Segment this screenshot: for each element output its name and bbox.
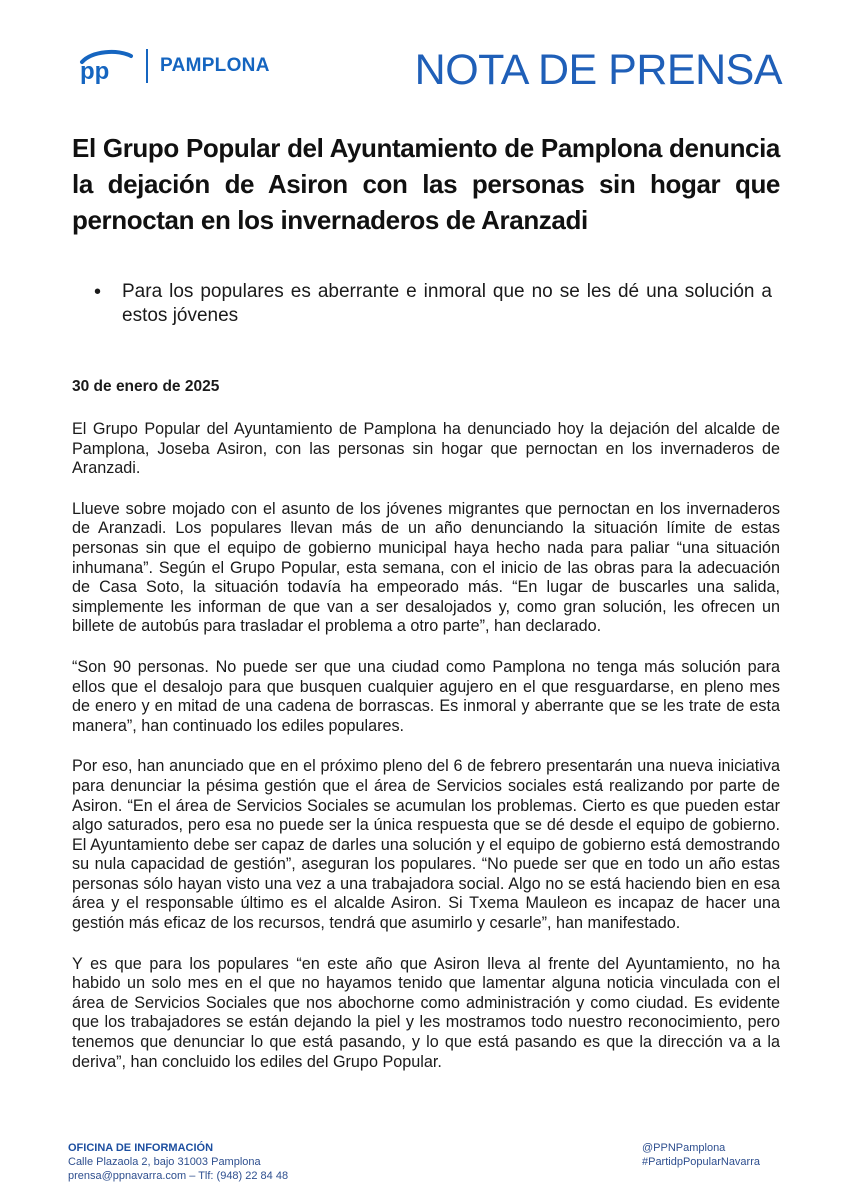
logo-city: PAMPLONA — [160, 55, 270, 76]
document-type-heading: NOTA DE PRENSA — [414, 46, 782, 94]
footer-office: OFICINA DE INFORMACIÓN — [68, 1142, 214, 1154]
footer-address: Calle Plazaola 2, bajo 31003 Pamplona — [68, 1156, 261, 1168]
paragraph: Y es que para los populares “en este año que Asiron lleva al frente del Ayuntamiento, no ha habido un solo mes en el que no hayamos tenido que lamentar alguna noticia vinculada con el área de Servicios Sociales que nos abochorne como administración y como ciudad. Es evidente que los trabajadores se están dejando la piel y les mostramos todo nuestro reconocimiento, pero tenemos que denunciar lo que está pasando, y lo que está pasando es que la dirección va a la deriva”, han concluido los ediles del Grupo Popular. — [72, 954, 780, 1071]
footer-twitter[interactable]: @PPNPamplona — [641, 1142, 726, 1154]
pp-logo-icon — [76, 48, 136, 84]
paragraph: “Son 90 personas. No puede ser que una ciudad como Pamplona no tenga más solución para ellos que el desalojo para que busquen cualquier agujero en el que resguardarse, en pleno mes de enero y en mitad de una cadena de borrascas. Es inmoral y aberrante que se les trate de esta manera”, han continuado los ediles populares. — [72, 657, 780, 735]
footer-hashtag[interactable]: #PartidpPopularNavarra — [641, 1156, 760, 1168]
footer-email-phone[interactable]: prensa@ppnavarra.com – Tlf: (948) 22 84 48 — [68, 1170, 289, 1182]
logo-divider — [146, 49, 148, 83]
summary-bullet: • Para los populares es aberrante e inmoral que no se les dé una solución a estos jóvenes — [94, 280, 772, 328]
paragraph: Por eso, han anunciado que en el próximo pleno del 6 de febrero presentarán una nueva iniciativa para denunciar la pésima gestión que el área de Servicios sociales está realizando por parte de Asiron. “En el área de Servicios Sociales se acumulan los problemas. Cierto es que pueden estar algo saturados, pero esa no puede ser la única respuesta que se dé desde el equipo de gobierno. El Ayuntamiento debe ser capaz de darles una solución y el equipo de gobierno está demostrando su nula capacidad de gestión”, aseguran los populares. “No puede ser que en todo un año estas personas sólo hayan visto una vez a una trabajadora social. Algo no se está haciendo bien en esa área y el responsable último es el alcalde Asiron. Si Txema Mauleon es incapaz de hacer una gestión más eficaz de los recursos, tendrá que asumirlo y cesarle”, han manifestado. — [72, 757, 780, 933]
logo-text: pp — [80, 58, 110, 84]
pp-logo — [76, 46, 270, 86]
body-text — [72, 420, 780, 1093]
release-date: 30 de enero de 2025 — [72, 378, 220, 395]
summary-bullets — [94, 280, 772, 328]
paragraph: Llueve sobre mojado con el asunto de los jóvenes migrantes que pernoctan en los invernaderos de Aranzadi. Los populares llevan más de un año denunciando la situación límite de estas personas sin que el equipo de gobierno municipal haya hecho nada para paliar “una situación inhumana”. Según el Grupo Popular, esta semana, con el inicio de las obras para la adecuación de Casa Soto, la situación todavía ha empeorado más. “En lugar de buscarles una salida, simplemente les informan de que van a ser desalojados y, como gran solución, les ofrecen un billete de autobús para trasladar el problema a otro parte”, han declarado. — [72, 499, 780, 636]
paragraph: El Grupo Popular del Ayuntamiento de Pamplona ha denunciado hoy la dejación del alcalde de Pamplona, Joseba Asiron, con las personas sin hogar que pernoctan en los invernaderos de Aranzadi. — [72, 420, 780, 478]
footer — [68, 1141, 760, 1189]
press-release-title: El Grupo Popular del Ayuntamiento de Pamplona denuncia la dejación de Asiron con las personas sin hogar que pernoctan en los invernaderos de Aranzadi — [72, 133, 780, 235]
header — [76, 44, 782, 92]
footer-social — [642, 1141, 760, 1169]
footer-contact — [68, 1141, 288, 1183]
